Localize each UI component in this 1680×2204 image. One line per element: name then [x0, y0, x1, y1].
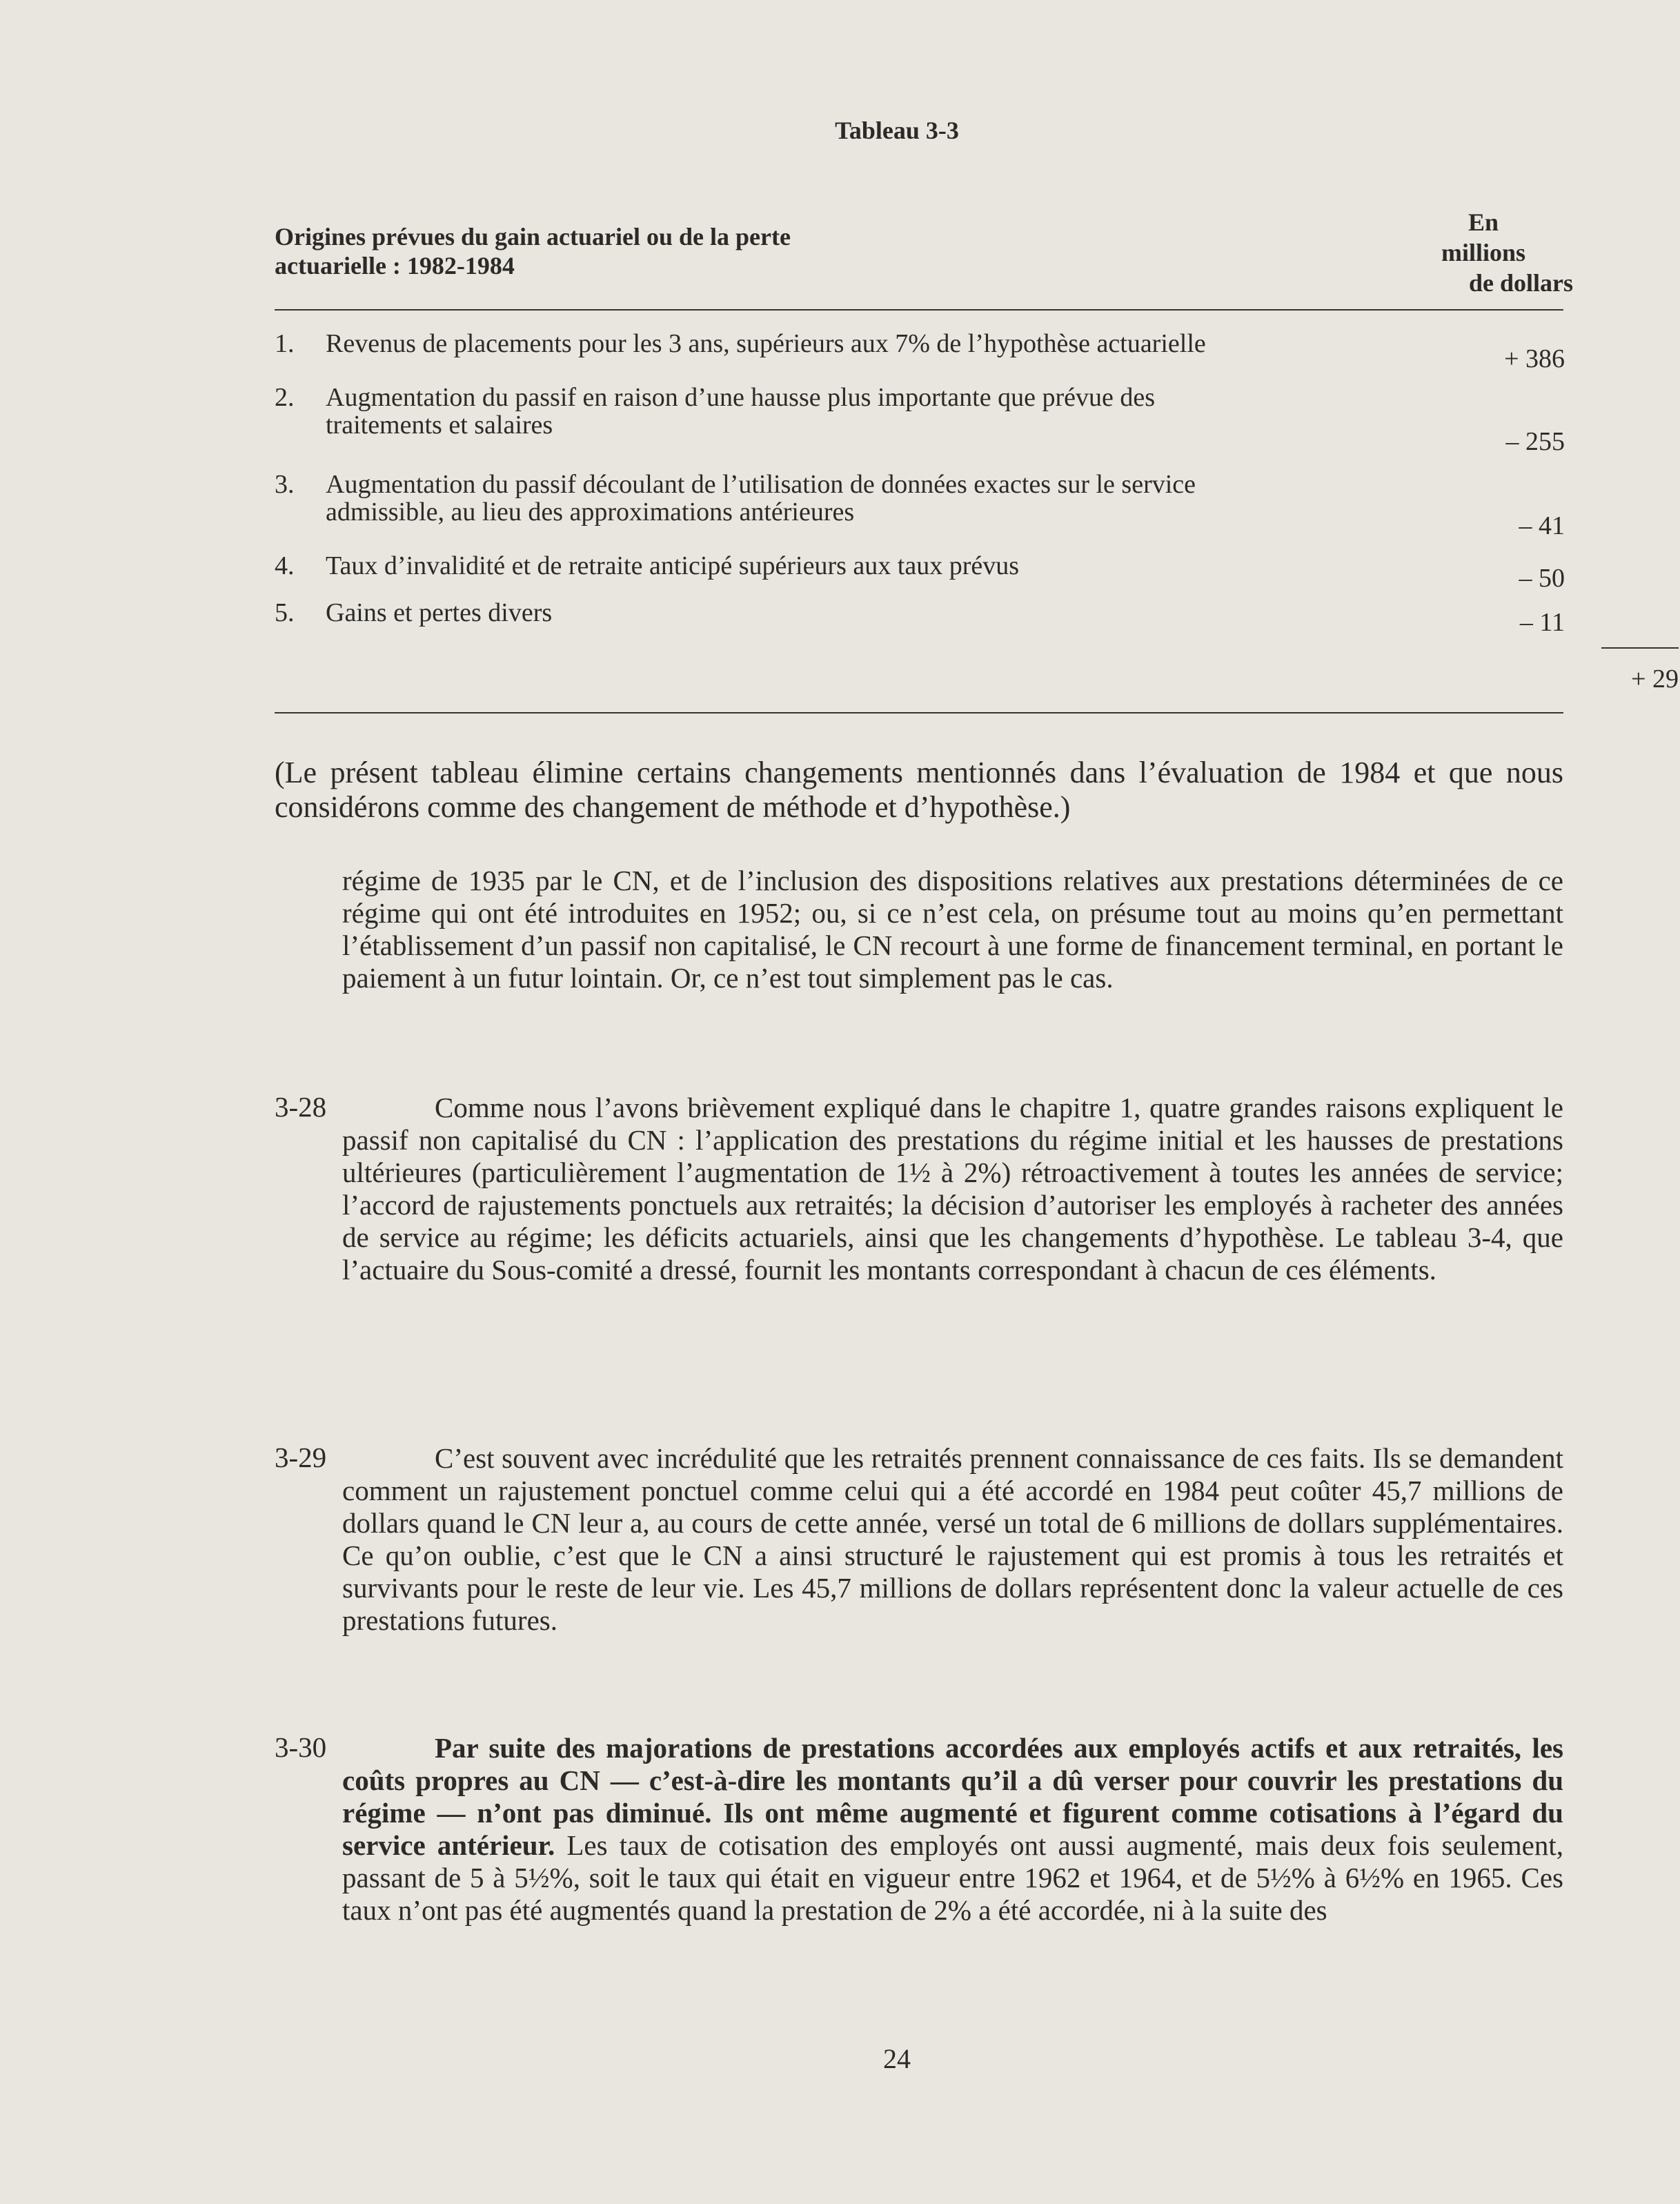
- paragraph-text: C’est souvent avec incrédulité que les retraités prennent connaissance de ces faits. Ils se demandent comment un rajustement ponctuel comme celui qui a été accordé en 1984 peut coûter 45,7 millions de dollars quand le CN leur a, au cours de cette année, versé un total de 6 millions de dollars supplémentaires. Ce qu’on oublie, c’est que le CN a ainsi structuré le rajustement qui est promis à tous les retraités et survivants pour le reste de leur vie. Les 45,7 millions de dollars représentent donc la valeur actuelle de ces prestations futures.: [342, 1442, 1563, 1636]
- paragraph-number: 3-29: [275, 1442, 327, 1473]
- unit-header-line: En: [1467, 208, 1499, 236]
- page-number: 24: [883, 2043, 911, 2074]
- paragraph-text: [342, 1732, 1563, 1927]
- bold-text: Par suite des majorations de prestations accordées aux employés actifs et aux retraités, les coûts propres au CN — c’est-à-dire les montants qu’il a dû verser pour couvrir les prestations du régime — n’ont pas diminué. Ils ont même augmenté et figurent comme cotisations à l’égard du service antérieur.: [342, 1732, 1563, 1861]
- continuation-paragraph: régime de 1935 par le CN, et de l’inclusion des dispositions relatives aux prestations déterminées de ce régime qui ont été introduites en 1952; ou, si ce n’est cela, on présume tout au moins qu’en permettant l’établissement d’un passif non capitalisé, le CN recourt à une forme de financement terminal, en portant le paiement à un futur lointain. Or, ce n’est tout simplement pas le cas.: [342, 865, 1563, 994]
- table-total: + 29: [1631, 665, 1679, 693]
- row-number: 3.: [275, 470, 295, 499]
- sum-rule: [1601, 647, 1679, 649]
- table-subtitle-line: actuarielle : 1982-1984: [275, 252, 515, 279]
- row-number: 2.: [275, 383, 295, 412]
- row-text-line: Augmentation du passif découlant de l’utilisation de données exactes sur le service: [326, 470, 1196, 499]
- unit-header-line: millions: [1441, 239, 1526, 266]
- paragraph-text: Comme nous l’avons brièvement expliqué dans le chapitre 1, quatre grandes raisons expliquent le passif non capitalisé du CN : l’application des prestations du régime initial et les hausses de prestations ultérieures (particulièrement l’augmentation de 1½ à 2%) rétroactivement à toutes les années de service; l’accord de rajustements ponctuels aux retraités; la décision d’autoriser les employés à racheter des années de service au régime; les déficits actuariels, ainsi que les changements d’hypothèse. Le tableau 3-4, que l’actuaire du Sous-comité a dressé, fournit les montants correspondant à chacun de ces éléments.: [342, 1092, 1563, 1286]
- row-text: [326, 471, 1443, 526]
- row-text: Gains et pertes divers: [326, 598, 553, 627]
- paragraph-number: 3-30: [275, 1731, 327, 1763]
- table-subtitle: [275, 222, 1172, 280]
- unit-header-line: de dollars: [1468, 269, 1573, 297]
- table-bottom-rule: [275, 712, 1563, 714]
- row-text-line: admissible, au lieu des approximations antérieures: [326, 498, 855, 527]
- unit-header: [1394, 207, 1573, 298]
- row-text: Taux d’invalidité et de retraite anticipé supérieurs aux taux prévus: [326, 551, 1020, 580]
- table-subtitle-line: Origines prévues du gain actuariel ou de la perte: [275, 223, 791, 250]
- row-amount: + 386: [1504, 344, 1565, 373]
- table-top-rule: [275, 309, 1563, 311]
- row-amount: – 41: [1519, 511, 1565, 540]
- table-title: Tableau 3-3: [835, 117, 959, 144]
- row-text: [326, 384, 1443, 439]
- row-text-line: Augmentation du passif en raison d’une hausse plus importante que prévue des: [326, 383, 1155, 412]
- row-amount: – 255: [1505, 427, 1565, 456]
- row-text: Revenus de placements pour les 3 ans, supérieurs aux 7% de l’hypothèse actuarielle: [326, 329, 1206, 358]
- row-amount: – 50: [1519, 564, 1565, 593]
- row-text-line: traitements et salaires: [326, 411, 553, 440]
- row-number: 5.: [275, 598, 295, 627]
- regular-text: Les taux de cotisation des employés ont aussi augmenté, mais deux fois seulement, passant de 5 à 5½%, soit le taux qui était en vigueur entre 1962 et 1964, et de 5½% à 6½% en 1965. Ces taux n’ont pas été augmentés quand la prestation de 2% a été accordée, ni à la suite des: [342, 1829, 1563, 1926]
- row-number: 1.: [275, 329, 295, 358]
- table-note: (Le présent tableau élimine certains changements mentionnés dans l’évaluation de 1984 et que nous considérons comme des changement de méthode et d’hypothèse.): [275, 756, 1563, 824]
- row-amount: – 11: [1519, 608, 1565, 637]
- paragraph-number: 3-28: [275, 1091, 327, 1123]
- row-number: 4.: [275, 551, 295, 580]
